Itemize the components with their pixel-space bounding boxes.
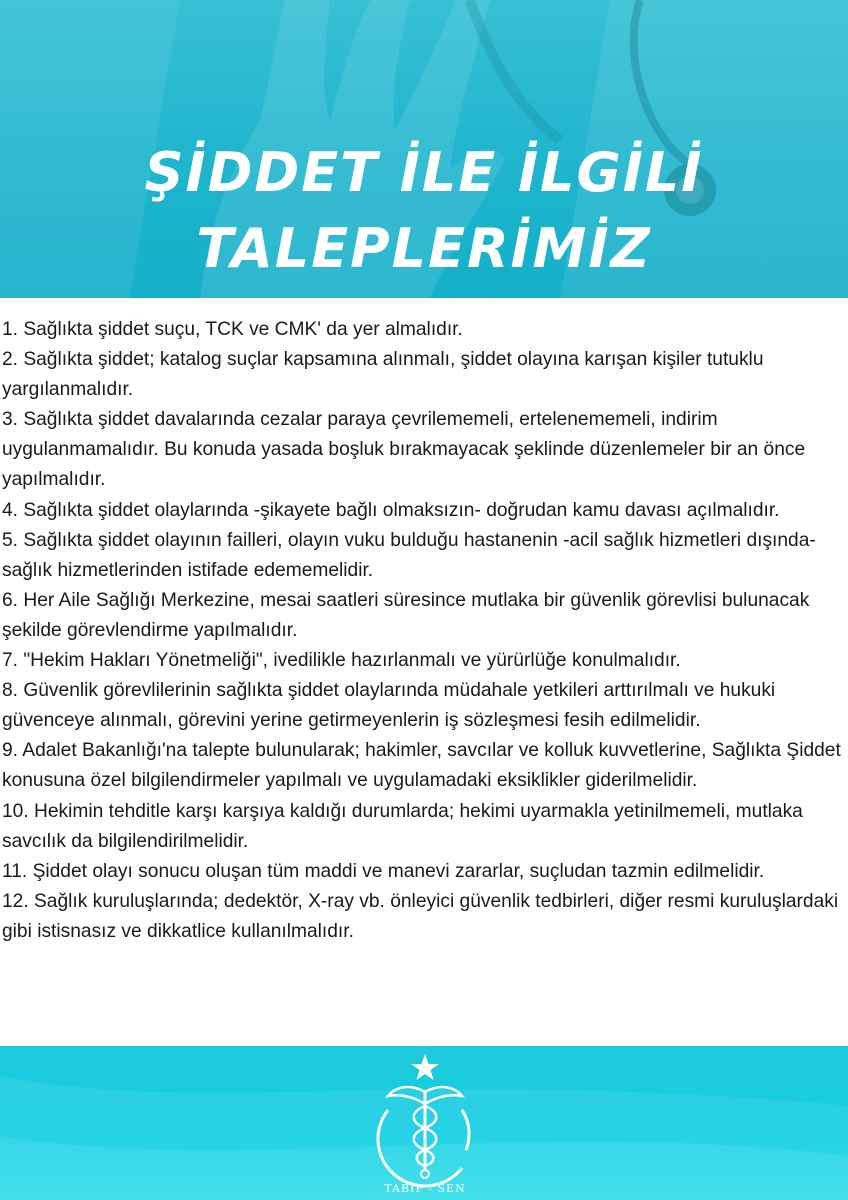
star-icon [411, 1054, 439, 1080]
demands-list-section [0, 298, 848, 1046]
logo-emblem [378, 1054, 469, 1186]
header-banner [0, 0, 848, 298]
list-item: 4. Sağlıkta şiddet olaylarında -şikayete bağlı olmaksızın- doğrudan kamu davası açılmalıdır. [2, 499, 780, 521]
footer-banner [0, 1046, 848, 1200]
list-item: 1. Sağlıkta şiddet suçu, TCK ve CMK' da yer almalıdır. [2, 319, 463, 340]
list-item: 2. Sağlıkta şiddet; katalog suçlar kapsamına alınmalı, şiddet olayına karışan kişiler tutuklu yargılanmalıdır. [2, 349, 764, 401]
list-item: 5. Sağlıkta şiddet olayının failleri, olayın vuku bulduğu hastanenin -acil sağlık hizmetleri dışında- sağlık hizmetlerinden istifade edememelidir. [2, 529, 816, 581]
tabip-sen-logo [366, 1050, 484, 1196]
list-item: 11. Şiddet olayı sonucu oluşan tüm maddi ve manevi zararlar, suçludan tazmin edilmelidir. [2, 860, 765, 882]
page-title-line2: TALEPLERİMİZ [196, 217, 652, 280]
logo-text: TABİP - SEN [384, 1182, 466, 1195]
list-item: 7. "Hekim Hakları Yönetmeliği", ivedilikle hazırlanmalı ve yürürlüğe konulmalıdır. [2, 650, 681, 672]
list-item: 10. Hekimin tehditle karşı karşıya kaldığı durumlarda; hekimi uyarmakla yetinilmemeli, mutlaka savcılık da bilgilendirilmelidir. [2, 800, 803, 852]
list-item: 3. Sağlıkta şiddet davalarında cezalar paraya çevrilememeli, ertelenememeli, indirim uygulanmamalıdır. Bu konuda yasada boşluk bırakmayacak şeklinde düzenlemeler bir an önce yapılmalıdır. [2, 409, 806, 491]
list-item: 12. Sağlık kuruluşlarında; dedektör, X-ray vb. önleyici güvenlik tedbirleri, diğer resmi kuruluşlardaki gibi istisnasız ve dikkatlice kullanılmalıdır. [2, 890, 839, 942]
demands-list [2, 315, 846, 947]
list-item: 8. Güvenlik görevlilerinin sağlıkta şiddet olaylarında müdahale yetkileri arttırılmalı ve hukuki güvenceye alınmalı, görevini yerine getirmeyenlerin iş sözleşmesi fesih edilmelidir. [2, 680, 776, 732]
list-item: 6. Her Aile Sağlığı Merkezine, mesai saatleri süresince mutlaka bir güvenlik görevlisi bulunacak şekilde görevlendirme yapılmalıdır. [2, 589, 810, 641]
page-title-line1: ŞİDDET İLE İLGİLİ [144, 141, 704, 204]
list-item: 9. Adalet Bakanlığı'na talepte bulunularak; hakimler, savcılar ve kolluk kuvvetlerine, Sağlıkta Şiddet konusuna özel bilgilendirmeler yapılmalı ve uygulamadaki eksiklikler giderilmelidir. [2, 740, 841, 792]
